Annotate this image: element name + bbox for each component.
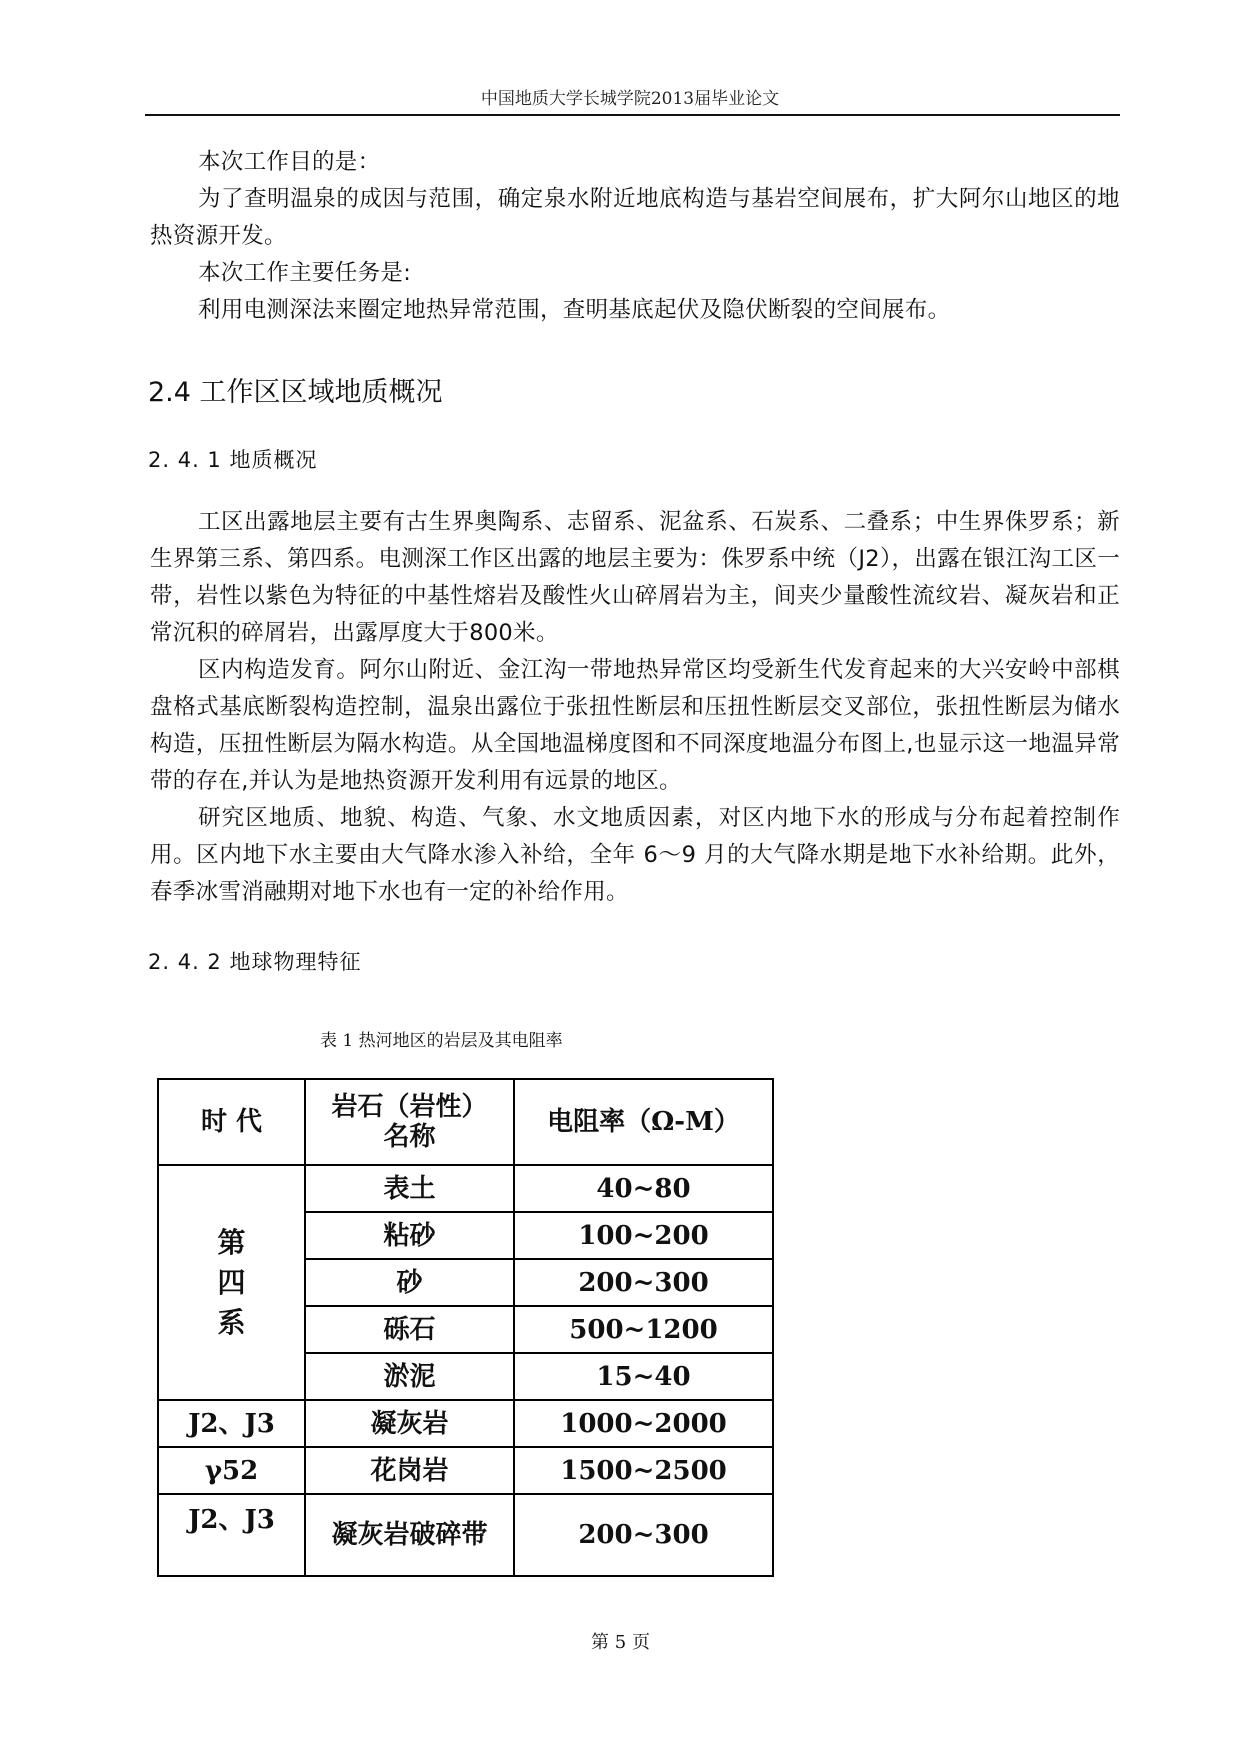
rock-cell: 表土 — [305, 1165, 514, 1212]
geology-paragraph-3: 研究区地质、地貌、构造、气象、水文地质因素，对区内地下水的形成与分布起着控制作用。区内地下水主要由大气降水渗入补给，全年 6～9 月的大气降水期是地下水补给期。此外，春季冰雪消融期对地下水也有一定的补给作用。 — [150, 805, 1120, 905]
header-resistivity: 电阻率（Ω-M） — [514, 1079, 773, 1165]
task-label: 本次工作主要任务是: — [198, 260, 412, 286]
section-2-4-2-title: 2. 4. 2 地球物理特征 — [148, 950, 362, 974]
section-2-4-title: 2.4 工作区区域地质概况 — [148, 377, 443, 408]
geology-paragraph-1: 工区出露地层主要有古生界奥陶系、志留系、泥盆系、石炭系、二叠系；中生界侏罗系；新生界第三系、第四系。电测深工作区出露的地层主要为：侏罗系中统（J2），出露在银江沟工区一带，岩性以紫色为特征的中基性熔岩及酸性火山碎屑岩为主，间夹少量酸性流纹岩、凝灰岩和正常沉积的碎屑岩，出露厚度大于800米。 — [150, 509, 1120, 646]
table-row — [158, 1447, 773, 1494]
resistivity-table — [157, 1078, 774, 1577]
section-2-4-1-title: 2. 4. 1 地质概况 — [148, 448, 318, 472]
rock-cell: 凝灰岩破碎带 — [305, 1494, 514, 1576]
era-quaternary-label: 第四系 — [217, 1225, 246, 1339]
resistivity-cell: 40~80 — [514, 1165, 773, 1212]
era-cell: γ52 — [158, 1447, 305, 1494]
resistivity-cell: 200~300 — [514, 1259, 773, 1306]
page-header: 中国地质大学长城学院2013届毕业论文 — [480, 89, 780, 109]
geology-paragraph-2: 区内构造发育。阿尔山附近、金江沟一带地热异常区均受新生代发育起来的大兴安岭中部棋盘格式基底断裂构造控制，温泉出露位于张扭性断层和压扭性断层交叉部位，张扭性断层为储水构造，压扭性断层为隔水构造。从全国地温梯度图和不同深度地温分布图上,也显示这一地温异常带的存在,并认为是地热资源开发利用有远景的地区。 — [150, 657, 1120, 794]
resistivity-cell: 200~300 — [514, 1494, 773, 1576]
header-rock: 岩石（岩性）名称 — [305, 1079, 514, 1165]
era-cell: J2、J3 — [158, 1400, 305, 1447]
table-row — [158, 1494, 773, 1576]
table-header-row — [158, 1079, 773, 1165]
rock-cell: 淤泥 — [305, 1353, 514, 1400]
resistivity-cell: 1500~2500 — [514, 1447, 773, 1494]
rock-cell: 砾石 — [305, 1306, 514, 1353]
rock-cell: 砂 — [305, 1259, 514, 1306]
table-row — [158, 1165, 773, 1212]
resistivity-cell: 500~1200 — [514, 1306, 773, 1353]
purpose-text: 为了查明温泉的成因与范围，确定泉水附近地底构造与基岩空间展布，扩大阿尔山地区的地热资源开发。 — [150, 186, 1120, 249]
era-cell: J2、J3 — [158, 1494, 305, 1576]
rock-cell: 粘砂 — [305, 1212, 514, 1259]
resistivity-cell: 100~200 — [514, 1212, 773, 1259]
header-rule — [145, 114, 1120, 116]
table-caption: 表 1 热河地区的岩层及其电阻率 — [320, 1031, 563, 1051]
task-text: 利用电测深法来圈定地热异常范围，查明基底起伏及隐伏断裂的空间展布。 — [198, 297, 951, 323]
rock-cell: 花岗岩 — [305, 1447, 514, 1494]
era-quaternary — [158, 1165, 305, 1400]
header-era: 时 代 — [158, 1079, 305, 1165]
resistivity-cell: 15~40 — [514, 1353, 773, 1400]
resistivity-cell: 1000~2000 — [514, 1400, 773, 1447]
rock-cell: 凝灰岩 — [305, 1400, 514, 1447]
table-row — [158, 1400, 773, 1447]
purpose-label: 本次工作目的是： — [198, 149, 381, 175]
page-number: 第 5 页 — [591, 1632, 650, 1653]
